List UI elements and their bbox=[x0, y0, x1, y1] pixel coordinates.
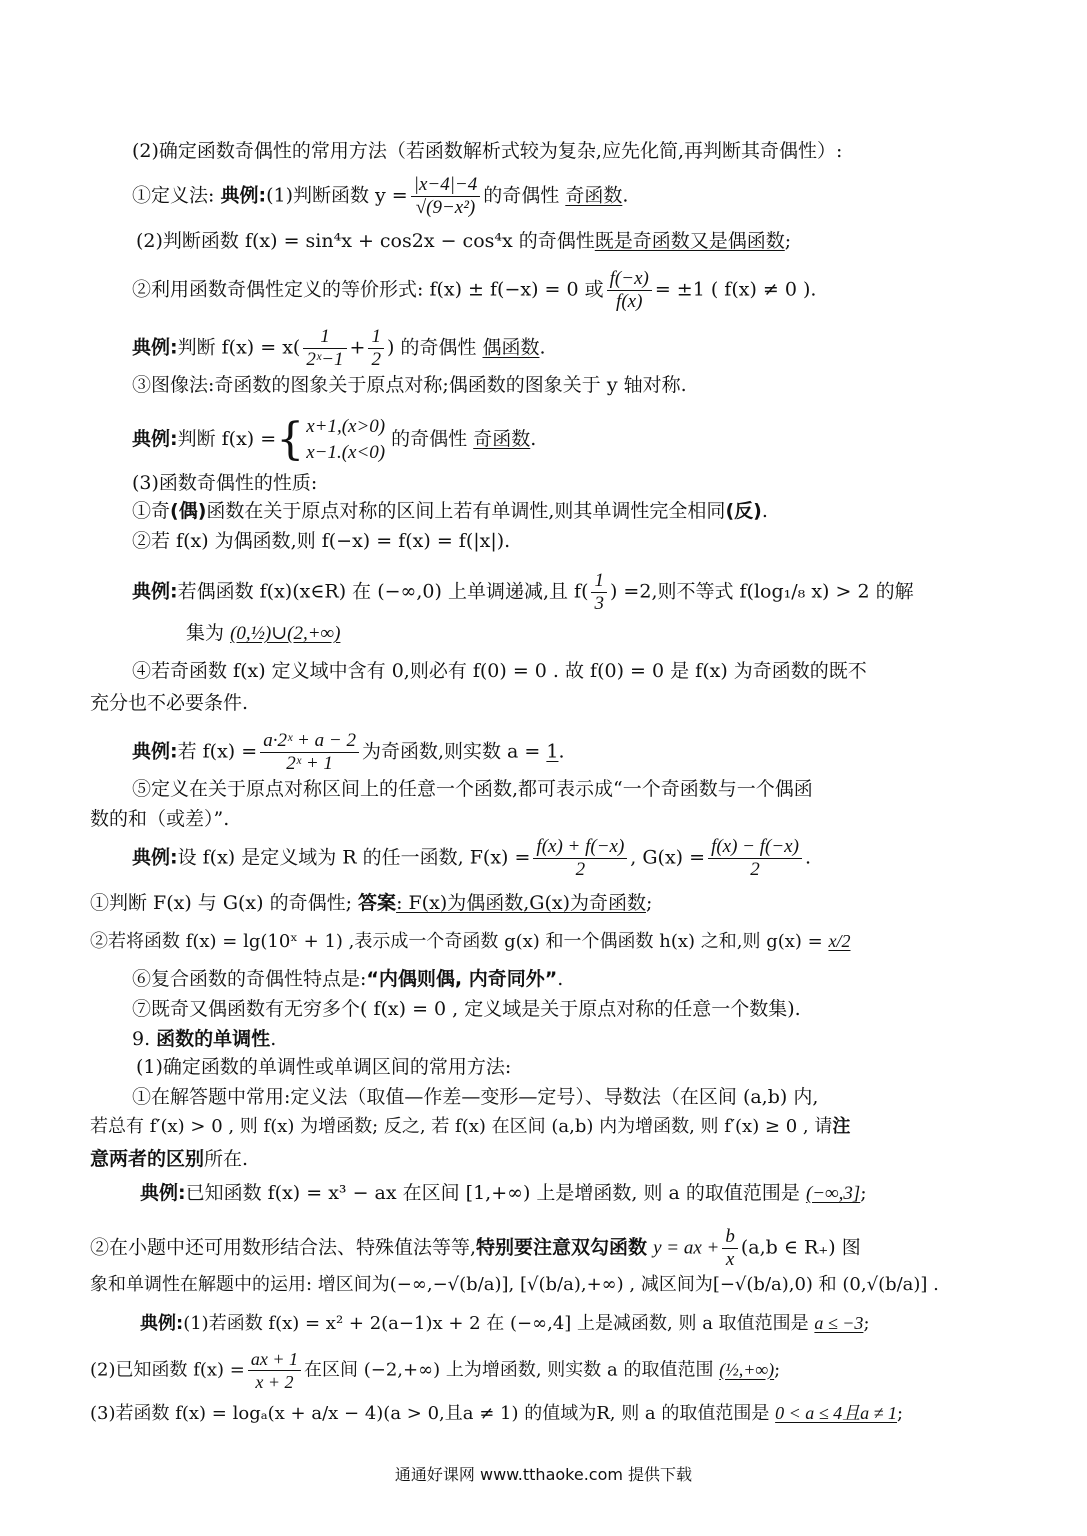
line-graph-method bbox=[132, 372, 687, 398]
text: 9. bbox=[132, 1028, 157, 1050]
answer: (0,½)∪(2,+∞) bbox=[230, 623, 341, 644]
line-property-4 bbox=[132, 658, 867, 684]
text: , G(x) = bbox=[630, 846, 706, 869]
fraction bbox=[607, 268, 652, 313]
line-method-2 bbox=[90, 1226, 861, 1271]
answer: 0 < a ≤ 4且a ≠ 1 bbox=[775, 1403, 898, 1423]
text: ⑥复合函数的奇偶性特点是: bbox=[132, 968, 367, 990]
answer-label: 答案 bbox=[358, 892, 397, 914]
line-method-2-cont bbox=[90, 1272, 939, 1298]
fraction bbox=[708, 836, 802, 881]
text: (a,b ∈ R₊) 图 bbox=[740, 1236, 861, 1259]
text: 判断 f(x) = bbox=[177, 428, 277, 450]
line-example-6: 典例:若 f(x) = $\frac{\text{a·2ˣ + a − 2}}{\text{2ˣ + 1}}$ 为奇函数,则实数 a = 1. bbox=[132, 730, 565, 774]
line-property-1: ①奇(偶)函数在关于原点对称的区间上若有单调性,则其单调性完全相同(反). bbox=[132, 500, 768, 522]
answer: 既是奇函数又是偶函数 bbox=[594, 230, 785, 252]
line-example-5 bbox=[132, 570, 914, 615]
text: = ±1 ( f(x) ≠ 0 ). bbox=[654, 278, 817, 301]
line-method-1-cont bbox=[90, 1114, 850, 1140]
text: 数的和（或差）”. bbox=[90, 808, 230, 830]
denominator: √(9−x²) bbox=[415, 197, 476, 218]
text: 为奇函数,则实数 a = bbox=[361, 740, 541, 763]
text: ①在解答题中常用:定义法（取值—作差—变形—定号）、导数法（在区间 (a,b) 内, bbox=[132, 1086, 819, 1108]
text: (2)已知函数 f(x) = bbox=[90, 1359, 245, 1381]
numerator: |x−4|−4 bbox=[411, 174, 481, 197]
text: 若总有 f′(x) > 0 , 则 f(x) 为增函数; 反之, 若 f(x) 在区间 (a,b) 内为增函数, 则 f′(x) ≥ 0 , 请 bbox=[90, 1116, 833, 1137]
text: ③图像法:奇函数的图象关于原点对称;偶函数的图象关于 y 轴对称. bbox=[132, 374, 687, 396]
line-method-heading bbox=[132, 138, 842, 164]
example-label: 典例: bbox=[132, 740, 178, 763]
numerator: a·2ˣ + a − 2 bbox=[260, 730, 359, 753]
example-label: 典例: bbox=[132, 846, 178, 869]
line-example-11: (3)若函数 f(x) = logₐ(x + a/x − 4)(a > 0,且a ≠ 1) 的值域为R, 则 a 的取值范围是 0 < a ≤ 4且a ≠ 1; bbox=[90, 1403, 904, 1424]
text: 所在. bbox=[204, 1148, 249, 1170]
text: ⑦既奇又偶函数有无穷多个( f(x) = 0 , 定义域是关于原点对称的任意一个数集). bbox=[132, 998, 801, 1020]
line-example-8: 典例:已知函数 f(x) = x³ − ax 在区间 [1,+∞) 上是增函数, 则 a 的取值范围是 (−∞,3]; bbox=[140, 1182, 867, 1204]
text: ④若奇函数 f(x) 定义域中含有 0,则必有 f(0) = 0 . 故 f(0) = 0 是 f(x) 为奇函数的既不 bbox=[132, 660, 867, 682]
text: 已知函数 f(x) = x³ − ax 在区间 [1,+∞) 上是增函数, 则 a 的取值范围是 bbox=[185, 1182, 800, 1204]
example-label: 典例: bbox=[140, 1182, 186, 1204]
fraction bbox=[248, 1348, 301, 1393]
line-property-4-cont bbox=[90, 690, 248, 716]
text: 设 f(x) 是定义域为 R 的任一函数, F(x) = bbox=[177, 846, 531, 869]
numerator: 1 bbox=[303, 326, 346, 349]
line-method-1 bbox=[132, 1084, 818, 1110]
text: ①判断 F(x) 与 G(x) 的奇偶性; bbox=[90, 892, 359, 914]
text: 集为 bbox=[186, 622, 225, 644]
fraction bbox=[411, 174, 481, 219]
text-bold: 特别要注意双勾函数 bbox=[476, 1236, 648, 1259]
text: 在区间 (−2,+∞) 上为增函数, 则实数 a 的取值范围 bbox=[304, 1359, 714, 1381]
line-section-9: 9. 函数的单调性. bbox=[132, 1028, 277, 1050]
denominator: 2ˣ−1 bbox=[306, 349, 344, 370]
example-label: 典例: bbox=[132, 580, 178, 603]
text: (1)判断函数 y = bbox=[266, 184, 408, 207]
line-example-9: 典例:(1)若函数 f(x) = x² + 2(a−1)x + 2 在 (−∞,4] 上是减函数, 则 a 取值范围是 a ≤ −3; bbox=[140, 1313, 870, 1334]
text-bold: 注 bbox=[832, 1116, 851, 1137]
text: ) =2,则不等式 f(log₁/₈ x) > 2 的解 bbox=[609, 580, 914, 603]
fraction bbox=[533, 836, 627, 881]
line-equivalent-form bbox=[132, 268, 816, 313]
text: ⑤定义在关于原点对称区间上的任意一个函数,都可表示成“一个奇函数与一个偶函 bbox=[132, 778, 813, 800]
line-property-5 bbox=[132, 776, 813, 802]
numerator: 1 bbox=[368, 326, 384, 349]
answer: : F(x)为偶函数,G(x)为奇函数 bbox=[396, 892, 646, 914]
section-title: 函数的单调性 bbox=[156, 1028, 271, 1050]
text: 判断 f(x) = x( bbox=[177, 336, 301, 359]
line-example-7-q2 bbox=[90, 928, 850, 955]
numerator: b bbox=[722, 1226, 738, 1249]
denominator: 2 bbox=[750, 859, 760, 880]
text: (1)若函数 f(x) = x² + 2(a−1)x + 2 在 (−∞,4] 上是减函数, 则 a 取值范围是 bbox=[183, 1313, 809, 1334]
line-example-5-answer bbox=[186, 620, 340, 647]
fraction bbox=[591, 570, 607, 615]
text: ②在小题中还可用数形结合法、特殊值法等等, bbox=[90, 1236, 477, 1259]
line-property-5-cont bbox=[90, 806, 229, 832]
text: 的奇偶性 bbox=[391, 428, 468, 450]
fraction bbox=[303, 326, 346, 371]
fraction bbox=[368, 326, 384, 371]
numerator: f(x) + f(−x) bbox=[533, 836, 627, 859]
denominator: 2 bbox=[371, 349, 381, 370]
brace: { bbox=[276, 414, 305, 465]
text: (1)确定函数的单调性或单调区间的常用方法: bbox=[136, 1056, 512, 1078]
line-example-2: (2)判断函数 f(x) = sin⁴x + cos2x − cos⁴x 的奇偶性既是奇函数又是偶函数; bbox=[136, 230, 792, 252]
text: 的奇偶性 bbox=[483, 184, 560, 207]
answer: a ≤ −3 bbox=[814, 1313, 864, 1333]
text: (3)若函数 f(x) = logₐ(x + a/x − 4)(a > 0,且a ≠ 1) 的值域为R, 则 a 的取值范围是 bbox=[90, 1403, 770, 1424]
line-method-1-cont2 bbox=[90, 1146, 248, 1172]
text: 若 f(x) = bbox=[177, 740, 258, 763]
example-label: 典例: bbox=[220, 184, 267, 207]
denominator: 3 bbox=[594, 593, 604, 614]
text-bold: (偶) bbox=[170, 500, 207, 522]
text: y = ax + bbox=[653, 1237, 720, 1259]
answer: 奇函数 bbox=[565, 184, 623, 207]
answer: 奇函数 bbox=[473, 428, 531, 450]
line-example-7-q1: ①判断 F(x) 与 G(x) 的奇偶性; 答案: F(x)为偶函数,G(x)为奇函数; bbox=[90, 892, 653, 914]
answer: x/2 bbox=[828, 931, 851, 951]
text-bold: (反) bbox=[725, 500, 762, 522]
answer: (−∞,3] bbox=[805, 1183, 861, 1204]
numerator: ax + 1 bbox=[248, 1348, 301, 1371]
numerator: 1 bbox=[591, 570, 607, 593]
line-property-7 bbox=[132, 996, 801, 1022]
line-example-4: 典例:判断 f(x) ={ x+1,(x>0) x−1.(x<0) 的奇偶性 奇函数. bbox=[132, 414, 537, 465]
example-label: 典例: bbox=[140, 1313, 184, 1334]
text: 充分也不必要条件. bbox=[90, 692, 249, 714]
text: + bbox=[349, 336, 366, 359]
text: ②若 f(x) 为偶函数,则 f(−x) = f(x) = f(|x|). bbox=[132, 530, 511, 552]
line-definition-method: ①定义法: 典例:(1)判断函数 y = $\frac{|x-4|-4}{\text{√(9−x²)}}$ 的奇偶性 奇函数. bbox=[132, 174, 629, 218]
text: ②若将函数 f(x) = lg(10ˣ + 1) ,表示成一个奇函数 g(x) 和一个偶函数 h(x) 之和,则 g(x) = bbox=[90, 931, 823, 952]
line-properties-heading bbox=[132, 470, 317, 496]
page-footer: 通通好课网 www.tthaoke.com 提供下载 bbox=[394, 1465, 693, 1484]
text: ) 的奇偶性 bbox=[386, 336, 477, 359]
line-property-6: ⑥复合函数的奇偶性特点是:“内偶则偶, 内奇同外”. bbox=[132, 968, 564, 990]
text-bold: “内偶则偶, 内奇同外” bbox=[366, 968, 558, 990]
example-label: 典例: bbox=[132, 336, 178, 359]
text: (3)函数奇偶性的性质: bbox=[132, 472, 318, 494]
line-monotonic-methods bbox=[136, 1054, 511, 1080]
text-bold: 意两者的区别 bbox=[90, 1148, 205, 1170]
answer: 偶函数 bbox=[482, 336, 540, 359]
numerator: f(x) − f(−x) bbox=[708, 836, 802, 859]
text: 若偶函数 f(x)(x∈R) 在 (−∞,0) 上单调递减,且 f( bbox=[177, 580, 589, 603]
line-example-3: 典例:判断 f(x) = x( $\frac{1}{\text{2ˣ−1}}$ + $\frac{1}{2}$ ) 的奇偶性 偶函数. bbox=[132, 326, 546, 370]
line-property-2 bbox=[132, 528, 510, 554]
denominator: x + 2 bbox=[255, 1372, 294, 1392]
piecewise-cases bbox=[306, 414, 385, 466]
denominator: 2 bbox=[575, 859, 586, 880]
answer: (½,+∞) bbox=[719, 1359, 775, 1380]
line-example-7: 典例:设 f(x) 是定义域为 R 的任一函数, F(x) = $\frac{f(x) + f(-x)}{2}$ , G(x) = $\frac{f(x) - f(-x)}{2}$ . bbox=[132, 836, 811, 880]
text: ②利用函数奇偶性定义的等价形式: f(x) ± f(−x) = 0 或 bbox=[132, 278, 604, 301]
case-1: x+1,(x>0) bbox=[306, 416, 386, 437]
fraction bbox=[260, 730, 359, 775]
denominator: 2ˣ + 1 bbox=[286, 753, 333, 774]
denominator: f(x) bbox=[616, 291, 643, 312]
fraction bbox=[722, 1226, 738, 1271]
text: 函数在关于原点对称的区间上若有单调性,则其单调性完全相同 bbox=[206, 500, 726, 522]
numerator: f(−x) bbox=[607, 268, 652, 291]
line-example-10: (2)已知函数 f(x) = $\frac{ax + 1}{x + 2}$ 在区间 (−2,+∞) 上为增函数, 则实数 a 的取值范围 (½,+∞); bbox=[90, 1349, 781, 1392]
denominator: x bbox=[725, 1249, 735, 1270]
text: ①奇 bbox=[132, 500, 171, 522]
text: (2)确定函数奇偶性的常用方法（若函数解析式较为复杂,应先化简,再判断其奇偶性）: bbox=[132, 140, 843, 162]
case-2: x−1.(x<0) bbox=[306, 442, 386, 463]
text: ①定义法: bbox=[132, 184, 221, 207]
text: 象和单调性在解题中的运用: 增区间为(−∞,−√(b/a)], [√(b/a),+∞) , 减区间为[−√(b/a),0) 和 (0,√(b/a)] . bbox=[90, 1274, 939, 1295]
text: (2)判断函数 f(x) = sin⁴x + cos2x − cos⁴x 的奇偶性 bbox=[136, 230, 595, 252]
answer: 1 bbox=[546, 740, 559, 763]
example-label: 典例: bbox=[132, 428, 178, 450]
